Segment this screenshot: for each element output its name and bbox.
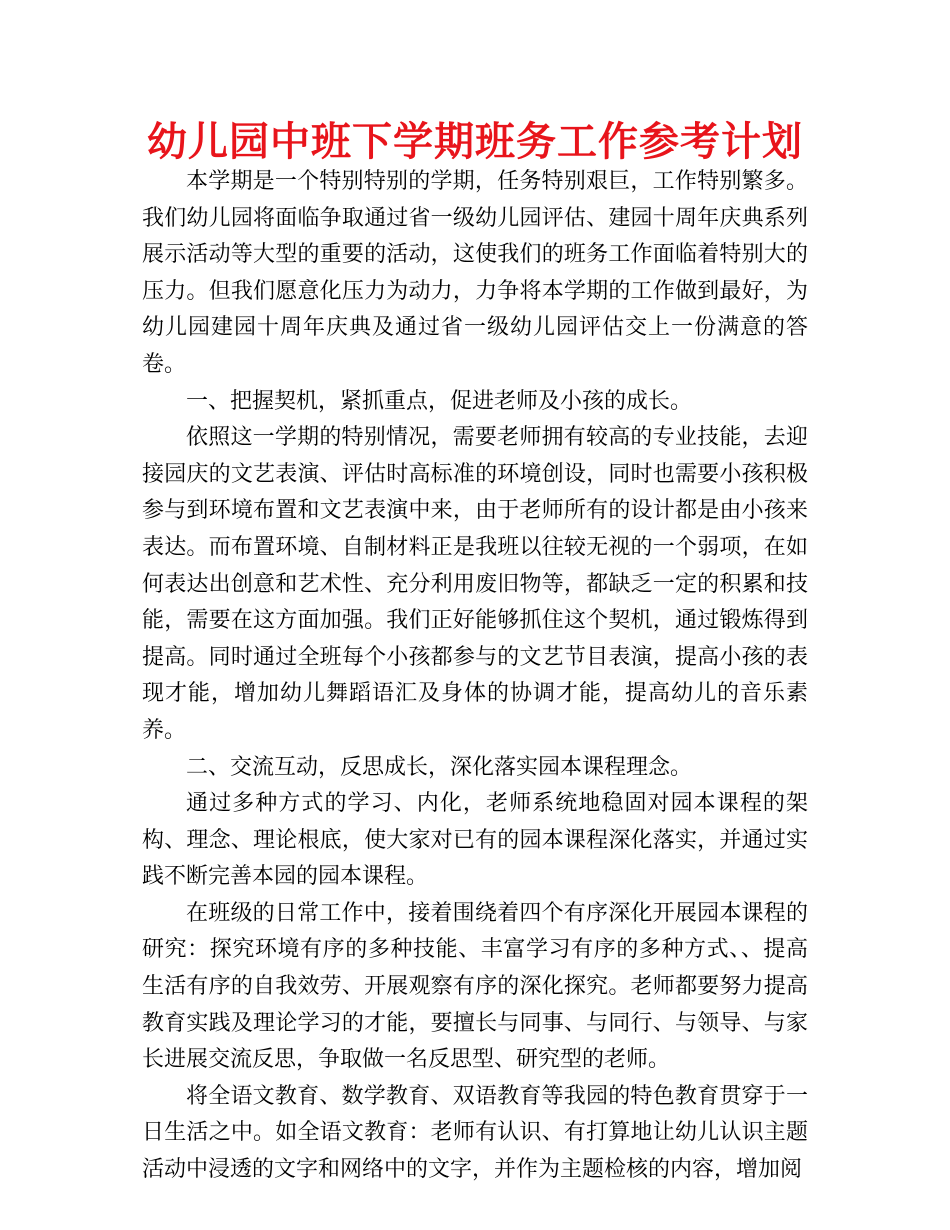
paragraph-section-2c: 将全语文教育、数学教育、双语教育等我园的特色教育贯穿于一日生活之中。如全语文教育：老师有认识、有打算地让幼儿认识主题活动中浸透的文字和网络中的文字，并作为主题检核的内容，增加阅 [142, 1083, 808, 1183]
section-heading-2: 二、交流互动，反思成长，深化落实园本课程理念。 [186, 754, 693, 780]
paragraph-section-2b: 在班级的日常工作中，接着围绕着四个有序深化开展园本课程的研究：探究环境有序的多种技能、丰富学习有序的多种方式、、提高生活有序的自我效劳、开展观察有序的深化探究。老师都要努力提高教育实践及理论学习的才能，要擅长与同事、与同行、与领导、与家长进展交流反思，争取做一名反思型、研究型的老师。 [142, 900, 808, 1073]
paragraph-section-2a: 通过多种方式的学习、内化，老师系统地稳固对园本课程的架构、理念、理论根底，使大家对已有的园本课程深化落实，并通过实践不断完善本园的园本课程。 [142, 791, 808, 890]
paragraph-section-1: 依照这一学期的特别情况，需要老师拥有较高的专业技能，去迎接园庆的文艺表演、评估时高标准的环境创设，同时也需要小孩积极参与到环境布置和文艺表演中来，由于老师所有的设计都是由小孩来表达。而布置环境、自制材料正是我班以往较无视的一个弱项，在如何表达出创意和艺术性、充分利用废旧物等，都缺乏一定的积累和技能，需要在这方面加强。我们正好能够抓住这个契机，通过锻炼得到提高。同时通过全班每个小孩都参与的文艺节目表演，提高小孩的表现才能，增加幼儿舞蹈语汇及身体的协调才能，提高幼儿的音乐素养。 [142, 425, 808, 743]
section-heading-1: 一、把握契机，紧抓重点，促进老师及小孩的成长。 [186, 388, 693, 414]
document-body [142, 164, 808, 1189]
document-title: 幼儿园中班下学期班务工作参考计划 [147, 119, 803, 165]
paragraph-intro: 本学期是一个特别特别的学期，任务特别艰巨，工作特别繁多。我们幼儿园将面临争取通过省一级幼儿园评估、建园十周年庆典系列展示活动等大型的重要的活动，这使我们的班务工作面临着特别大的压力。但我们愿意化压力为动力，力争将本学期的工作做到最好，为幼儿园建园十周年庆典及通过省一级幼儿园评估交上一份满意的答卷。 [142, 169, 808, 377]
